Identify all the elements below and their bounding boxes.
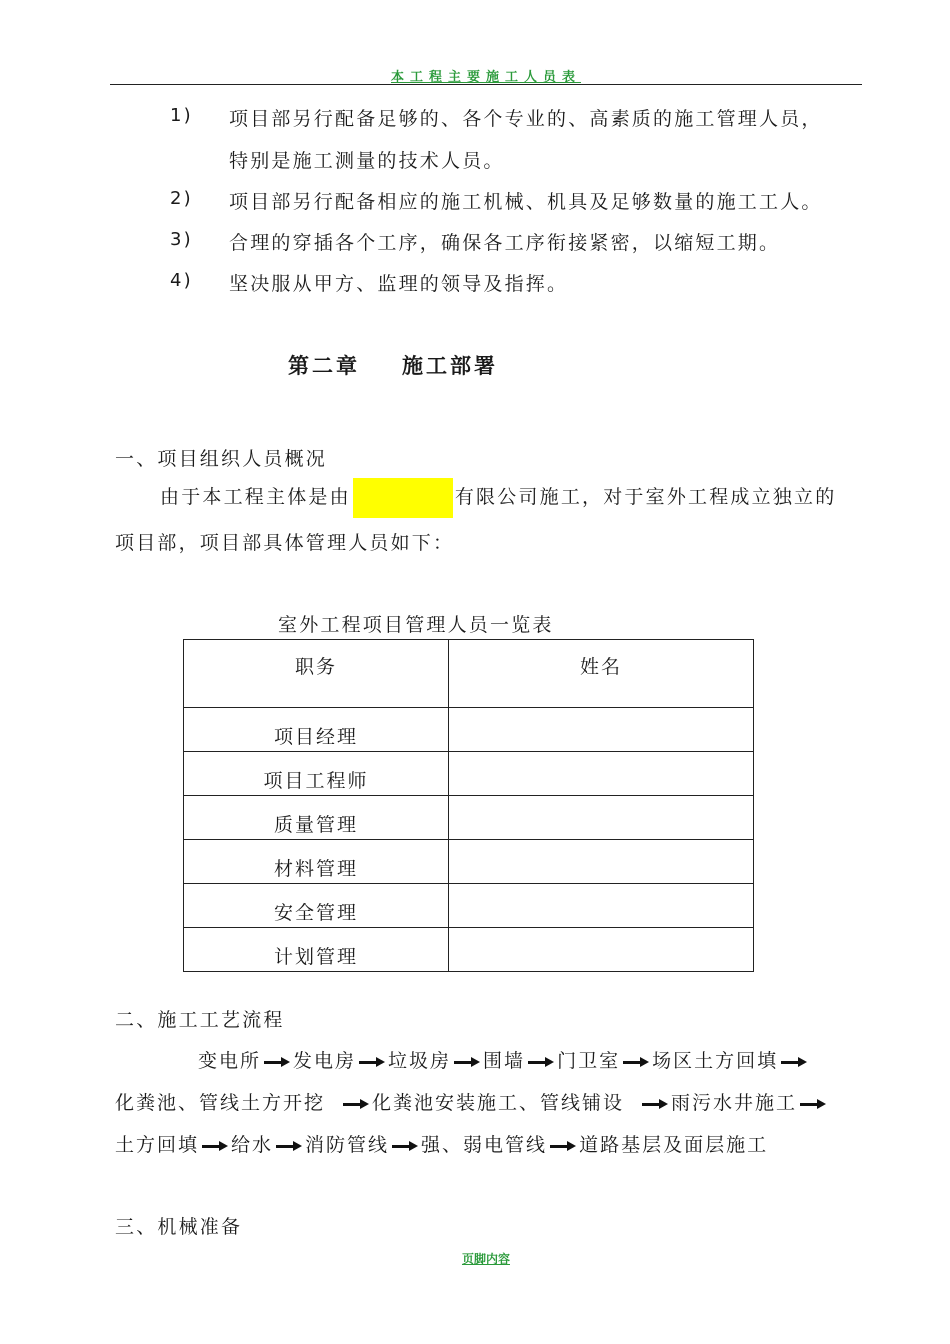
flow-step: 垃圾房 <box>388 1050 452 1072</box>
table-row <box>184 796 754 840</box>
list-item-1-text: 项目部另行配备足够的、各个专业的、高素质的施工管理人员， <box>229 108 823 130</box>
flow-line-3 <box>115 1130 768 1157</box>
table-caption: 室外工程项目管理人员一览表 <box>278 614 554 636</box>
list-number: 2) <box>170 188 193 209</box>
name-cell <box>449 884 754 928</box>
page-footer: 页脚内容 <box>461 1252 510 1266</box>
list-item-2-text: 项目部另行配备相应的施工机械、机具及足够数量的施工工人。 <box>229 191 823 213</box>
arrow-right-icon <box>276 1141 302 1151</box>
paragraph-text: 由于本工程主体是由 <box>160 486 351 508</box>
section1-paragraph-cont: 项目部，项目部具体管理人员如下： <box>115 532 455 554</box>
list-item-3-text: 合理的穿插各个工序，确保各工序衔接紧密，以缩短工期。 <box>229 232 781 254</box>
table-row <box>184 928 754 972</box>
arrow-right-icon <box>528 1057 554 1067</box>
position-cell: 质量管理 <box>184 796 449 840</box>
section1-paragraph <box>160 476 836 518</box>
list-item-2 <box>170 187 193 209</box>
flow-step: 消防管线 <box>305 1134 390 1156</box>
list-number: 3) <box>170 229 193 250</box>
list-item-4 <box>170 269 193 291</box>
arrow-right-icon <box>550 1141 576 1151</box>
arrow-right-icon <box>623 1057 649 1067</box>
list-number: 4) <box>170 270 193 291</box>
flow-step: 门卫室 <box>557 1050 621 1072</box>
arrow-right-icon <box>359 1057 385 1067</box>
name-cell <box>449 840 754 884</box>
staff-table <box>183 639 754 972</box>
name-cell <box>449 796 754 840</box>
arrow-right-icon <box>800 1099 826 1109</box>
table-row <box>184 708 754 752</box>
list-item-1 <box>170 104 193 126</box>
chapter-title: 施工部署 <box>402 354 498 378</box>
position-cell: 安全管理 <box>184 884 449 928</box>
section-heading-3: 三、机械准备 <box>115 1216 243 1238</box>
paragraph-text: 有限公司施工，对于室外工程成立独立的 <box>454 486 837 508</box>
position-cell: 计划管理 <box>184 928 449 972</box>
arrow-right-icon <box>202 1141 228 1151</box>
redacted-highlight <box>353 478 453 518</box>
table-row <box>184 884 754 928</box>
flow-step: 道路基层及面层施工 <box>579 1134 769 1156</box>
list-item-3 <box>170 228 193 250</box>
flow-step: 土方回填 <box>115 1134 200 1156</box>
page-header: 本工程主要施工人员表 <box>390 70 581 85</box>
list-item-1-text-cont: 特别是施工测量的技术人员。 <box>229 150 505 172</box>
list-item-4-text: 坚决服从甲方、监理的领导及指挥。 <box>229 273 569 295</box>
section-heading-1: 一、项目组织人员概况 <box>115 448 328 470</box>
list-number: 1) <box>170 105 193 126</box>
flow-step: 给水 <box>231 1134 274 1156</box>
arrow-right-icon <box>781 1057 807 1067</box>
column-header-position: 职务 <box>184 640 449 708</box>
position-cell: 项目经理 <box>184 708 449 752</box>
table-row <box>184 752 754 796</box>
arrow-right-icon <box>642 1099 668 1109</box>
table-header-row <box>184 640 754 708</box>
flow-step: 化粪池安装施工、管线铺设 <box>372 1092 625 1114</box>
section-heading-2: 二、施工工艺流程 <box>115 1009 285 1031</box>
flow-step: 发电房 <box>293 1050 357 1072</box>
arrow-right-icon <box>454 1057 480 1067</box>
arrow-right-icon <box>264 1057 290 1067</box>
position-cell: 材料管理 <box>184 840 449 884</box>
flow-step: 强、弱电管线 <box>421 1134 548 1156</box>
flow-line-1 <box>198 1046 810 1073</box>
name-cell <box>449 752 754 796</box>
flow-step: 场区土方回填 <box>652 1050 779 1072</box>
name-cell <box>449 708 754 752</box>
column-header-name: 姓名 <box>449 640 754 708</box>
name-cell <box>449 928 754 972</box>
flow-step: 围墙 <box>483 1050 526 1072</box>
chapter-number: 第二章 <box>288 354 360 378</box>
arrow-right-icon <box>392 1141 418 1151</box>
arrow-right-icon <box>343 1099 369 1109</box>
table-row <box>184 840 754 884</box>
header-rule <box>110 84 862 85</box>
flow-line-2 <box>115 1088 829 1115</box>
position-cell: 项目工程师 <box>184 752 449 796</box>
flow-step: 雨污水井施工 <box>671 1092 798 1114</box>
flow-step: 变电所 <box>198 1050 262 1072</box>
flow-step: 化粪池、管线土方开挖 <box>115 1092 326 1114</box>
